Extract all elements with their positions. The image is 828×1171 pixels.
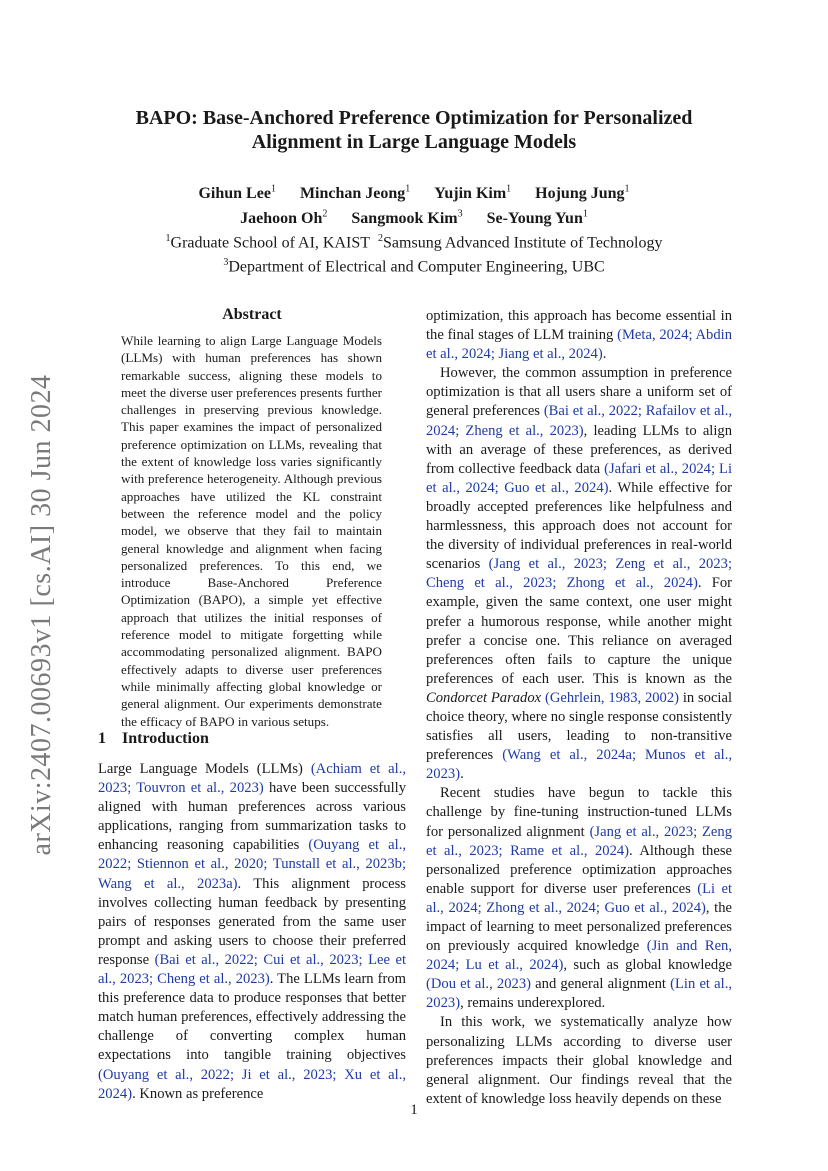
citation-link[interactable]: (Ouyang et al., 2022; Ji et al., 2023; Xu et al., 2024) — [98, 1066, 406, 1102]
section-number: 1 — [98, 730, 106, 747]
paragraph: However, the common assumption in preference optimization is that all users share a uniform set of general preferences (Bai et al., 2022; Rafailov et al., 2024; Zheng et al., 2023), leading LLMs to align with an average of these preferences, as derived from collective feedback data (Jafari et al., 2024; Li et al., 2024; Guo et al., 2024). While effective for broadly accepted preferences like helpfulness and harmlessness, this approach does not account for the diversity of individual preferences in real-world scenarios (Jang et al., 2023; Zeng et al., 2023; Cheng et al., 2023; Zhong et al., 2024). For example, given the same context, one user might prefer a humorous response, while another might prefer a concise one. This reliance on averaged preferences often fails to capture the unique preferences of each user. This is known as the Condorcet Paradox (Gehrlein, 1983, 2002) in social choice theory, where no single response consistently satisfies all users, leading to non-transitive preferences (Wang et al., 2024a; Munos et al., 2023). — [426, 365, 733, 783]
citation-link[interactable]: (Bai et al., 2022; Rafailov et al., 2024; Zheng et al., 2023) — [426, 403, 733, 439]
affiliation-row-2: $^3$Department of Electrical and Computer Engineering, UBC — [223, 256, 605, 276]
citation-link[interactable]: (Jang et al., 2023; Zeng et al., 2023; Cheng et al., 2023; Zhong et al., 2024) — [426, 556, 733, 592]
citation-link[interactable]: (Jin and Ren, 2024; Lu et al., 2024) — [426, 938, 732, 974]
title-line-1: BAPO: Base-Anchored Preference Optimization for Personalized — [135, 107, 693, 129]
author-name: Yujin Kim — [434, 185, 507, 203]
section-heading-introduction — [98, 730, 209, 748]
affiliation-row-1: $^1$Graduate School of AI, KAIST $^2$Samsung Advanced Institute of Technology — [165, 232, 663, 251]
author-name: Gihun Lee — [198, 185, 271, 203]
citation-link[interactable]: (Meta, 2024; Abdin et al., 2024; Jiang et al., 2024) — [426, 327, 733, 363]
author-name: Minchan Jeong — [299, 185, 406, 203]
abstract-text: While learning to align Large Language Models (LLMs) with human preferences has shown remarkable success, aligning these models to meet the diverse user preferences presents further challenges in preserving previous knowledge. This paper examines the impact of personalized preference optimization on LLMs, revealing that the extent of knowledge loss varies significantly with preference heterogeneity. Although previous approaches have utilized the KL constraint between the reference model and the policy model, we observe that they fail to maintain general knowledge and alignment when facing personalized preferences. To this end, we introduce Base-Anchored Preference Optimization (BAPO), a simple yet effective approach that utilizes the initial responses of reference model to mitigate forgetting while accommodating personalized alignment. BAPO effectively adapts to diverse user preferences while minimally affecting global knowledge or general alignment. Our experiments demonstrate the efficacy of BAPO in various setups. — [121, 333, 382, 729]
right-column — [426, 307, 732, 1109]
paragraph: In this work, we systematically analyze how personalizing LLMs according to diverse user preferences impacts their global knowledge and general alignment. Our findings reveal that the extent of knowledge loss heavily depends on these — [426, 1014, 732, 1107]
introduction-paragraph: Large Language Models (LLMs) (Achiam et al., 2023; Touvron et al., 2023) have been successfully aligned with human preferences across various applications, ranging from summarization tasks to enhancing reasoning capabilities (Ouyang et al., 2022; Stiennon et al., 2020; Tunstall et al., 2023b; Wang et al., 2023a). This alignment process involves collecting human feedback by presenting pairs of responses generated from the same user prompt and asking users to choose their preferred response (Bai et al., 2022; Cui et al., 2023; Lee et al., 2023; Cheng et al., 2023). The LLMs learn from this preference data to produce responses that better match human preferences, effectively addressing the challenge of converting complex human expectations into tangible training objectives (Ouyang et al., 2022; Ji et al., 2023; Xu et al., 2024). Known as preference — [98, 761, 406, 1102]
author-block — [100, 180, 728, 277]
citation-link[interactable]: (Lin et al., 2023) — [426, 976, 732, 1012]
citation-link[interactable]: (Dou et al., 2023) — [426, 976, 531, 993]
arxiv-identifier — [22, 374, 62, 856]
author-names-row-1: Gihun Lee$^1$ Minchan Jeong$^1$ Yujin Kim$^1$ Hojung Jung$^1$ — [198, 184, 630, 203]
affiliation: Samsung Advanced Institute of Technology — [383, 233, 663, 251]
citation-link[interactable]: (Li et al., 2024; Zhong et al., 2024; Guo et al., 2024) — [426, 880, 733, 916]
abstract-heading: Abstract — [222, 306, 282, 323]
author-name: Jaehoon Oh — [240, 209, 323, 227]
author-name: Se-Young Yun — [486, 209, 583, 227]
citation-link[interactable]: (Gehrlein, 1983, 2002) — [544, 689, 680, 706]
paragraph: optimization, this approach has become essential in the final stages of LLM training (Meta, 2024; Abdin et al., 2024; Jiang et al., 2024). — [426, 308, 733, 363]
paper-title — [100, 106, 728, 154]
paragraph: Recent studies have begun to tackle this challenge by fine-tuning instruction-tuned LLMs for personalized alignment (Jang et al., 2023; Zeng et al., 2023; Rame et al., 2024). Although these personalized preference optimization approaches enable support for diverse user preferences (Li et al., 2024; Zhong et al., 2024; Guo et al., 2024), the impact of learning to meet personalized preferences on previously acquired knowledge (Jin and Ren, 2024; Lu et al., 2024), such as global knowledge (Dou et al., 2023) and general alignment (Lin et al., 2023), remains underexplored. — [426, 785, 733, 1012]
citation-link[interactable]: (Ouyang et al., 2022; Stiennon et al., 2020; Tunstall et al., 2023b; Wang et al., 2023a) — [98, 837, 406, 892]
author-name: Hojung Jung — [535, 185, 625, 203]
page-number: 1 — [410, 1102, 418, 1118]
section-title: Introduction — [122, 730, 209, 747]
citation-link[interactable]: (Bai et al., 2022; Cui et al., 2023; Lee et al., 2023; Cheng et al., 2023) — [98, 951, 406, 988]
title-line-2: Alignment in Large Language Models — [251, 131, 577, 153]
citation-link[interactable]: (Jang et al., 2023; Zeng et al., 2023; Rame et al., 2024) — [426, 823, 732, 859]
author-names-row-2: Jaehoon Oh$^2$ Sangmook Kim$^3$ Se-Young Yun$^1$ — [240, 208, 588, 227]
citation-link[interactable]: (Jafari et al., 2024; Li et al., 2024; Guo et al., 2024) — [426, 460, 732, 496]
citation-link[interactable]: (Wang et al., 2024a; Munos et al., 2023) — [426, 747, 732, 783]
affiliation: Department of Electrical and Computer Engineering, UBC — [228, 258, 605, 276]
citation-link[interactable]: (Achiam et al., 2023; Touvron et al., 2023) — [98, 761, 406, 797]
arxiv-identifier-text: arXiv:2407.00693v1 [cs.AI] 30 Jun 2024 — [26, 374, 57, 856]
affiliation: Graduate School of AI, KAIST — [170, 233, 371, 251]
author-name: Sangmook Kim — [351, 209, 458, 227]
